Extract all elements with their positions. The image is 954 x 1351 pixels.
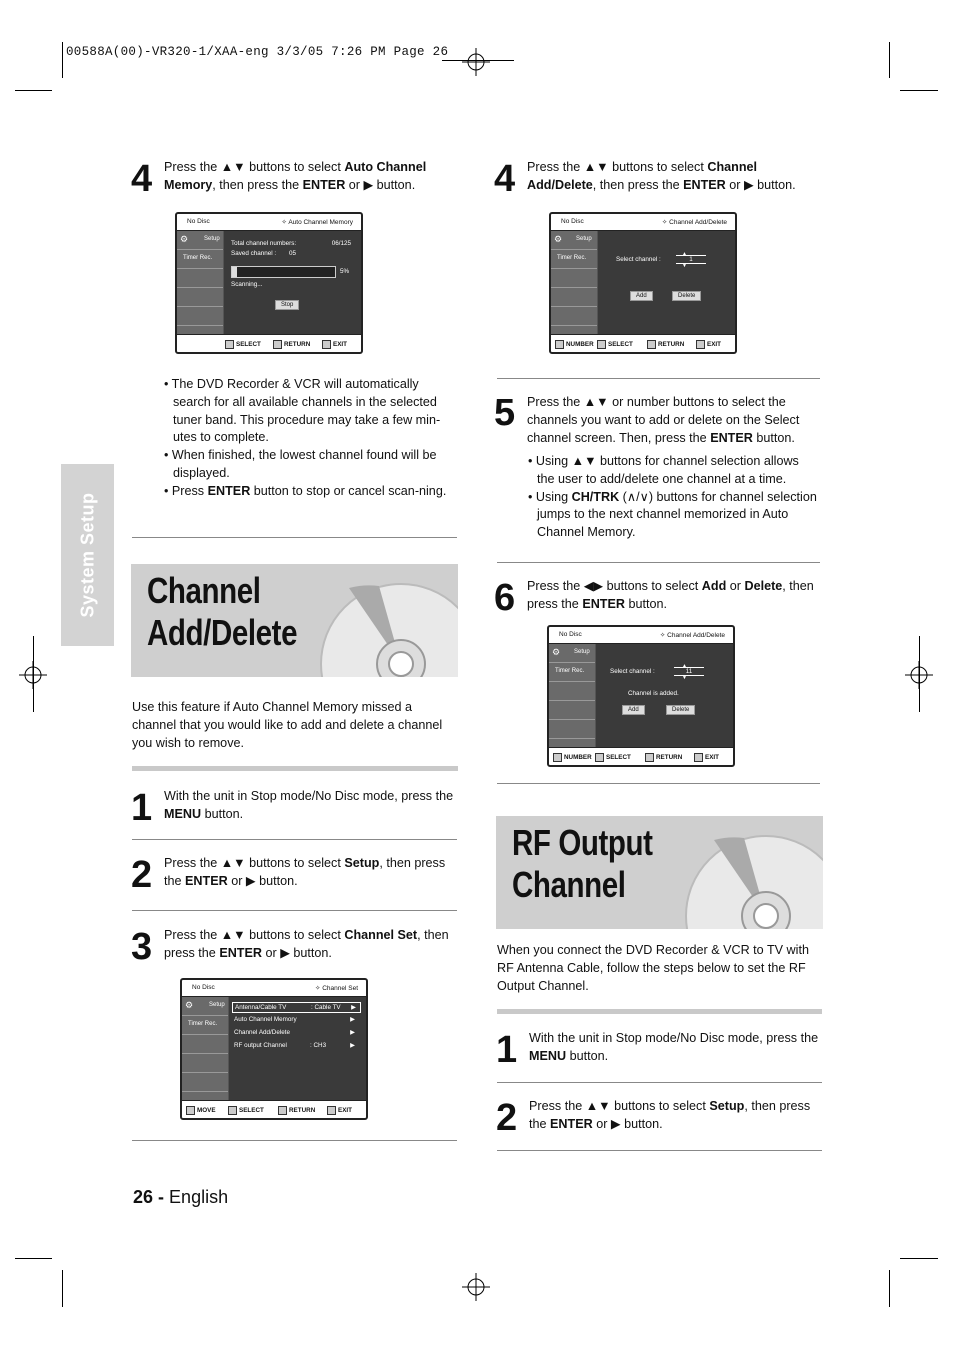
divider [497,1009,822,1014]
divider [497,378,820,379]
step-number: 2 [496,1097,518,1139]
delete-button[interactable]: Delete [672,291,701,301]
step-text: Press the ▲▼ buttons to select Channel Set, then press the ENTER or ▶ button. [164,928,449,960]
crop-mark [33,636,34,712]
step-text: Press the ▲▼ buttons to select Channel Add/Delete, then press the ENTER or ▶ button. [527,160,796,192]
divider [497,562,820,563]
osd-screen-auto-channel: No Disc ✧ Auto Channel Memory ⚙ Setup Timer Rec. Total channel numbers: 06/125 Saved channel : 05 5% Scanning... Stop SELECT RETURN EXIT [175,212,363,354]
registration-mark-icon [462,1273,490,1301]
step-text: Press the ◀▶ buttons to select Add or Delete, then press the ENTER button. [527,579,814,611]
step-number: 4 [494,158,516,200]
crop-mark [15,1258,52,1259]
registration-mark-icon [462,48,490,76]
crop-mark [889,1270,890,1307]
crop-mark [62,42,63,78]
divider [132,1140,457,1141]
page-number: 26 - English [133,1187,229,1207]
stop-button[interactable]: Stop [275,300,299,310]
add-button[interactable]: Add [622,705,645,715]
section-title: Channel Add/Delete [147,570,298,653]
step-text: With the unit in Stop mode/No Disc mode, press the MENU button. [164,789,454,821]
section-banner [131,564,458,677]
add-button[interactable]: Add [630,291,653,301]
crop-mark [889,42,890,78]
step-number: 1 [496,1029,518,1071]
osd-screen-channel-set: No Disc ✧ Channel Set ⚙ Setup Timer Rec. Antenna/Cable TV : Cable TV ▶ Auto Channel Memory ▶ Channel Add/Delete ▶ RF output Channel : CH3 ▶ MOVE SELECT RETURN EXIT [180,978,368,1120]
section-title: RF Output Channel [512,822,653,905]
menu-row-selected[interactable]: Antenna/Cable TV : Cable TV ▶ [232,1002,361,1013]
crop-mark [15,90,52,91]
step-number: 5 [494,392,516,434]
step-number: 1 [131,787,153,829]
step-number: 6 [494,577,516,619]
progress-bar [231,266,336,278]
divider [497,1150,822,1151]
bullet-list: • Using ▲▼ buttons for channel selection allows the user to add/delete one channel at a time. • Using CH/TRK (∧/∨) buttons for channel selection jumps to the next channel memorized in Auto Channel Memory. [528,454,817,540]
step-text: Press the ▲▼ buttons to select Setup, then press the ENTER or ▶ button. [164,856,446,888]
osd-screen-channel-add-delete: No Disc ✧ Channel Add/Delete ⚙ Setup Timer Rec. Select channel : ▲ 1 ▼ Add Delete NUMBER SELECT RETURN EXIT [549,212,737,354]
menu-row[interactable]: RF output Channel : CH3 ▶ [234,1042,355,1049]
osd-screen-channel-added: No Disc ✧ Channel Add/Delete ⚙ Setup Timer Rec. Select channel : ▲ 11 ▼ Channel is added. Add Delete NUMBER SELECT RETURN EXIT [547,625,735,767]
step-text: With the unit in Stop mode/No Disc mode, press the MENU button. [529,1031,819,1063]
divider [132,910,457,911]
delete-button[interactable]: Delete [666,705,695,715]
step-number: 4 [131,158,153,200]
divider [497,1082,822,1083]
divider [132,766,458,771]
divider [497,783,820,784]
crop-mark [919,636,920,712]
divider [132,537,457,538]
step-number: 2 [131,854,153,896]
bullet-list: • The DVD Recorder & VCR will automatically search for all available channels in the selected tuner band. This procedure may take a few min-utes to complete. • When finished, the lowest channel found will be displayed. • Press ENTER button to stop or cancel scan-ning. [164,377,447,498]
step-text: Press the ▲▼ buttons to select Setup, then press the ENTER or ▶ button. [529,1099,811,1131]
step-text: Press the ▲▼ buttons to select Auto Channel Memory, then press the ENTER or ▶ button. [164,160,427,192]
section-banner [496,816,823,929]
intro-paragraph: Use this feature if Auto Channel Memory missed a channel that you would like to add and delete a channel you wish to remove. [132,700,443,750]
section-tab-label: System Setup [77,492,97,618]
divider [132,839,457,840]
print-header: 00588A(00)-VR320-1/XAA-eng 3/3/05 7:26 PM Page 26 [66,45,449,59]
menu-row[interactable]: Channel Add/Delete ▶ [234,1029,355,1036]
step-text: Press the ▲▼ or number buttons to select the channels you want to add or delete on the Select channel screen. Then, press the ENTER button. [527,395,800,445]
intro-paragraph: When you connect the DVD Recorder & VCR to TV with RF Antenna Cable, follow the steps below to set the RF Output Channel. [497,943,809,993]
crop-mark [62,1270,63,1307]
menu-row[interactable]: Auto Channel Memory ▶ [234,1016,355,1023]
crop-mark [900,90,938,91]
section-tab [61,464,114,646]
crop-mark [900,1258,938,1259]
step-number: 3 [131,926,153,968]
